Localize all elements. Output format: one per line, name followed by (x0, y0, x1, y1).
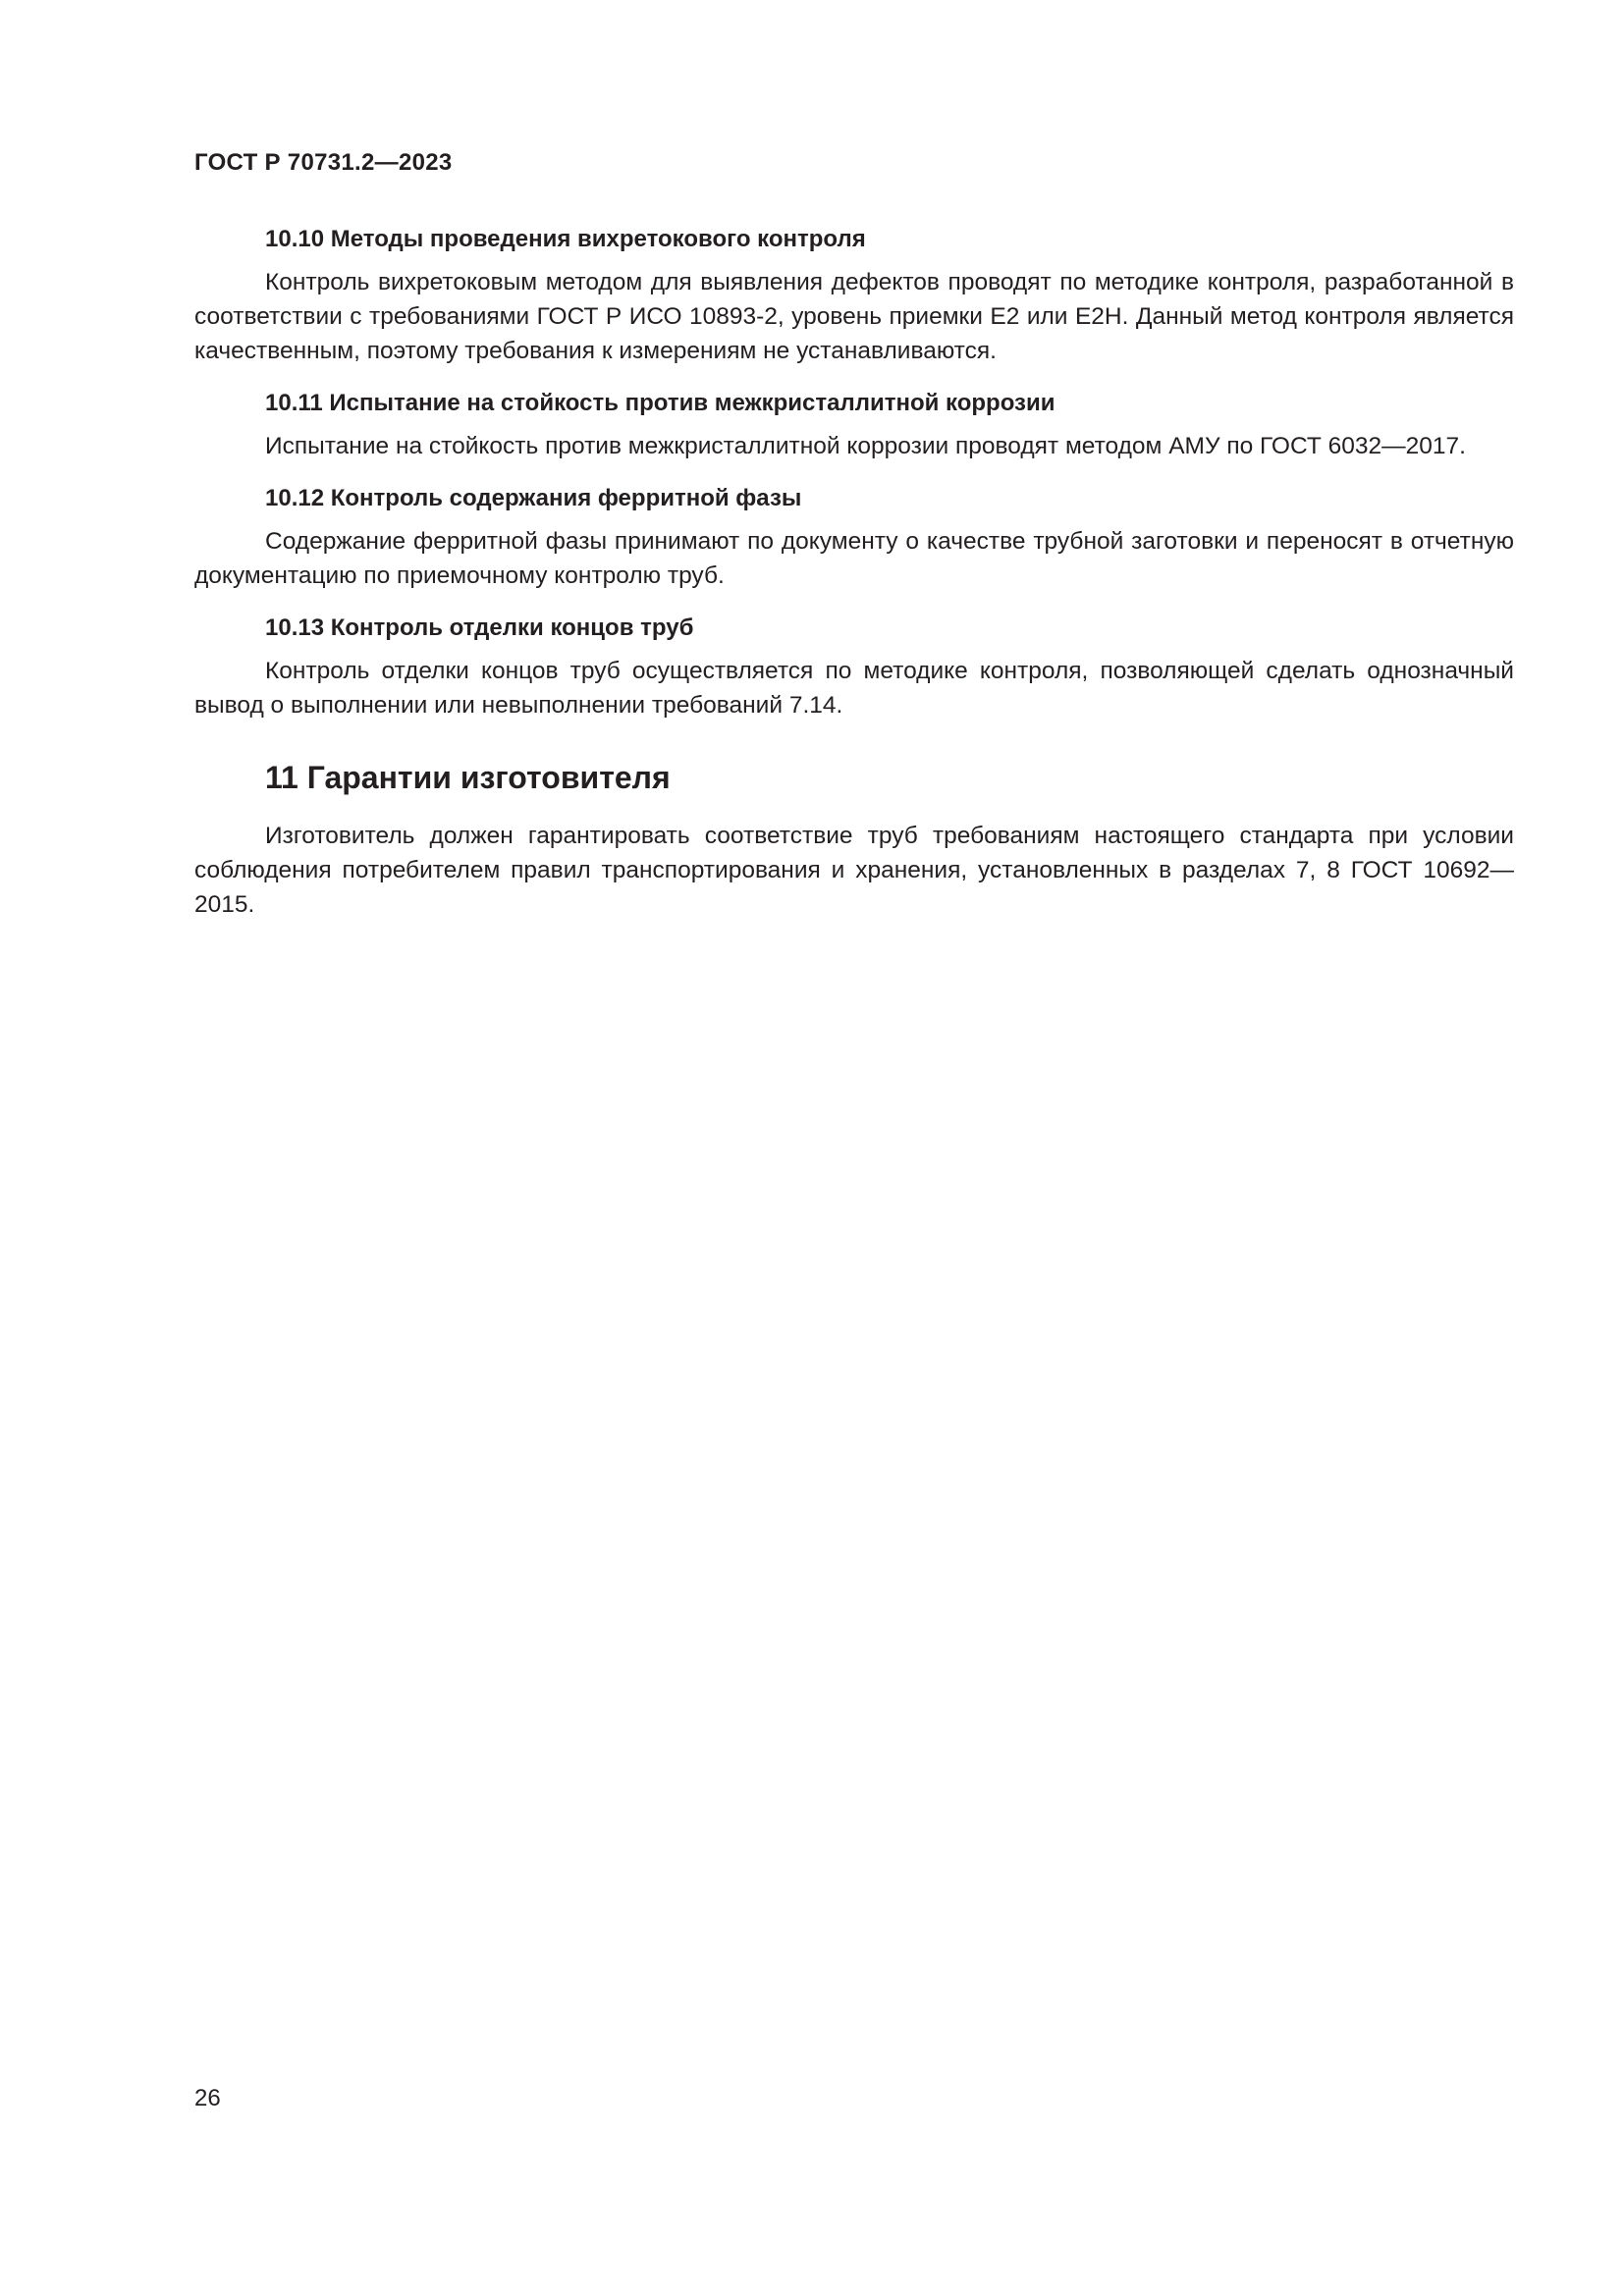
section-10-12-title: 10.12 Контроль содержания ферритной фазы (265, 485, 802, 511)
section-11-title: 11 Гарантии изготовителя (265, 760, 671, 795)
page-number: 26 (194, 2085, 221, 2111)
section-10-13-title: 10.13 Контроль отделки концов труб (265, 614, 694, 641)
section-11-text: Изготовитель должен гарантировать соответствие труб требованиям настоящего стандарта при условии соблюдения потребителем правил транспортирования и хранения, установленных в разделах 7, 8 ГОСТ 10692—2015. (194, 823, 1514, 918)
section-10-11-title: 10.11 Испытание на стойкость против межкристаллитной коррозии (265, 390, 1056, 416)
document-code-header: ГОСТ Р 70731.2—2023 (194, 149, 453, 176)
section-10-10-title: 10.10 Методы проведения вихретокового контроля (265, 226, 866, 252)
section-10-10-text: Контроль вихретоковым методом для выявления дефектов проводят по методике контроля, разработанной в соответствии с требованиями ГОСТ Р ИСО 10893-2, уровень приемки Е2 или Е2Н. Данный метод контроля является качественным, поэтому требования к измерениям не устанавливаются. (194, 269, 1514, 364)
document-body (194, 222, 1514, 922)
section-10-12-text: Содержание ферритной фазы принимают по документу о качестве трубной заготовки и переносят в отчетную документацию по приемочному контролю труб. (194, 528, 1514, 589)
section-10-13-text: Контроль отделки концов труб осуществляется по методике контроля, позволяющей сделать однозначный вывод о выполнении или невыполнении требований 7.14. (194, 658, 1514, 719)
section-10-11-text: Испытание на стойкость против межкристаллитной коррозии проводят методом АМУ по ГОСТ 6032—2017. (265, 433, 1466, 459)
